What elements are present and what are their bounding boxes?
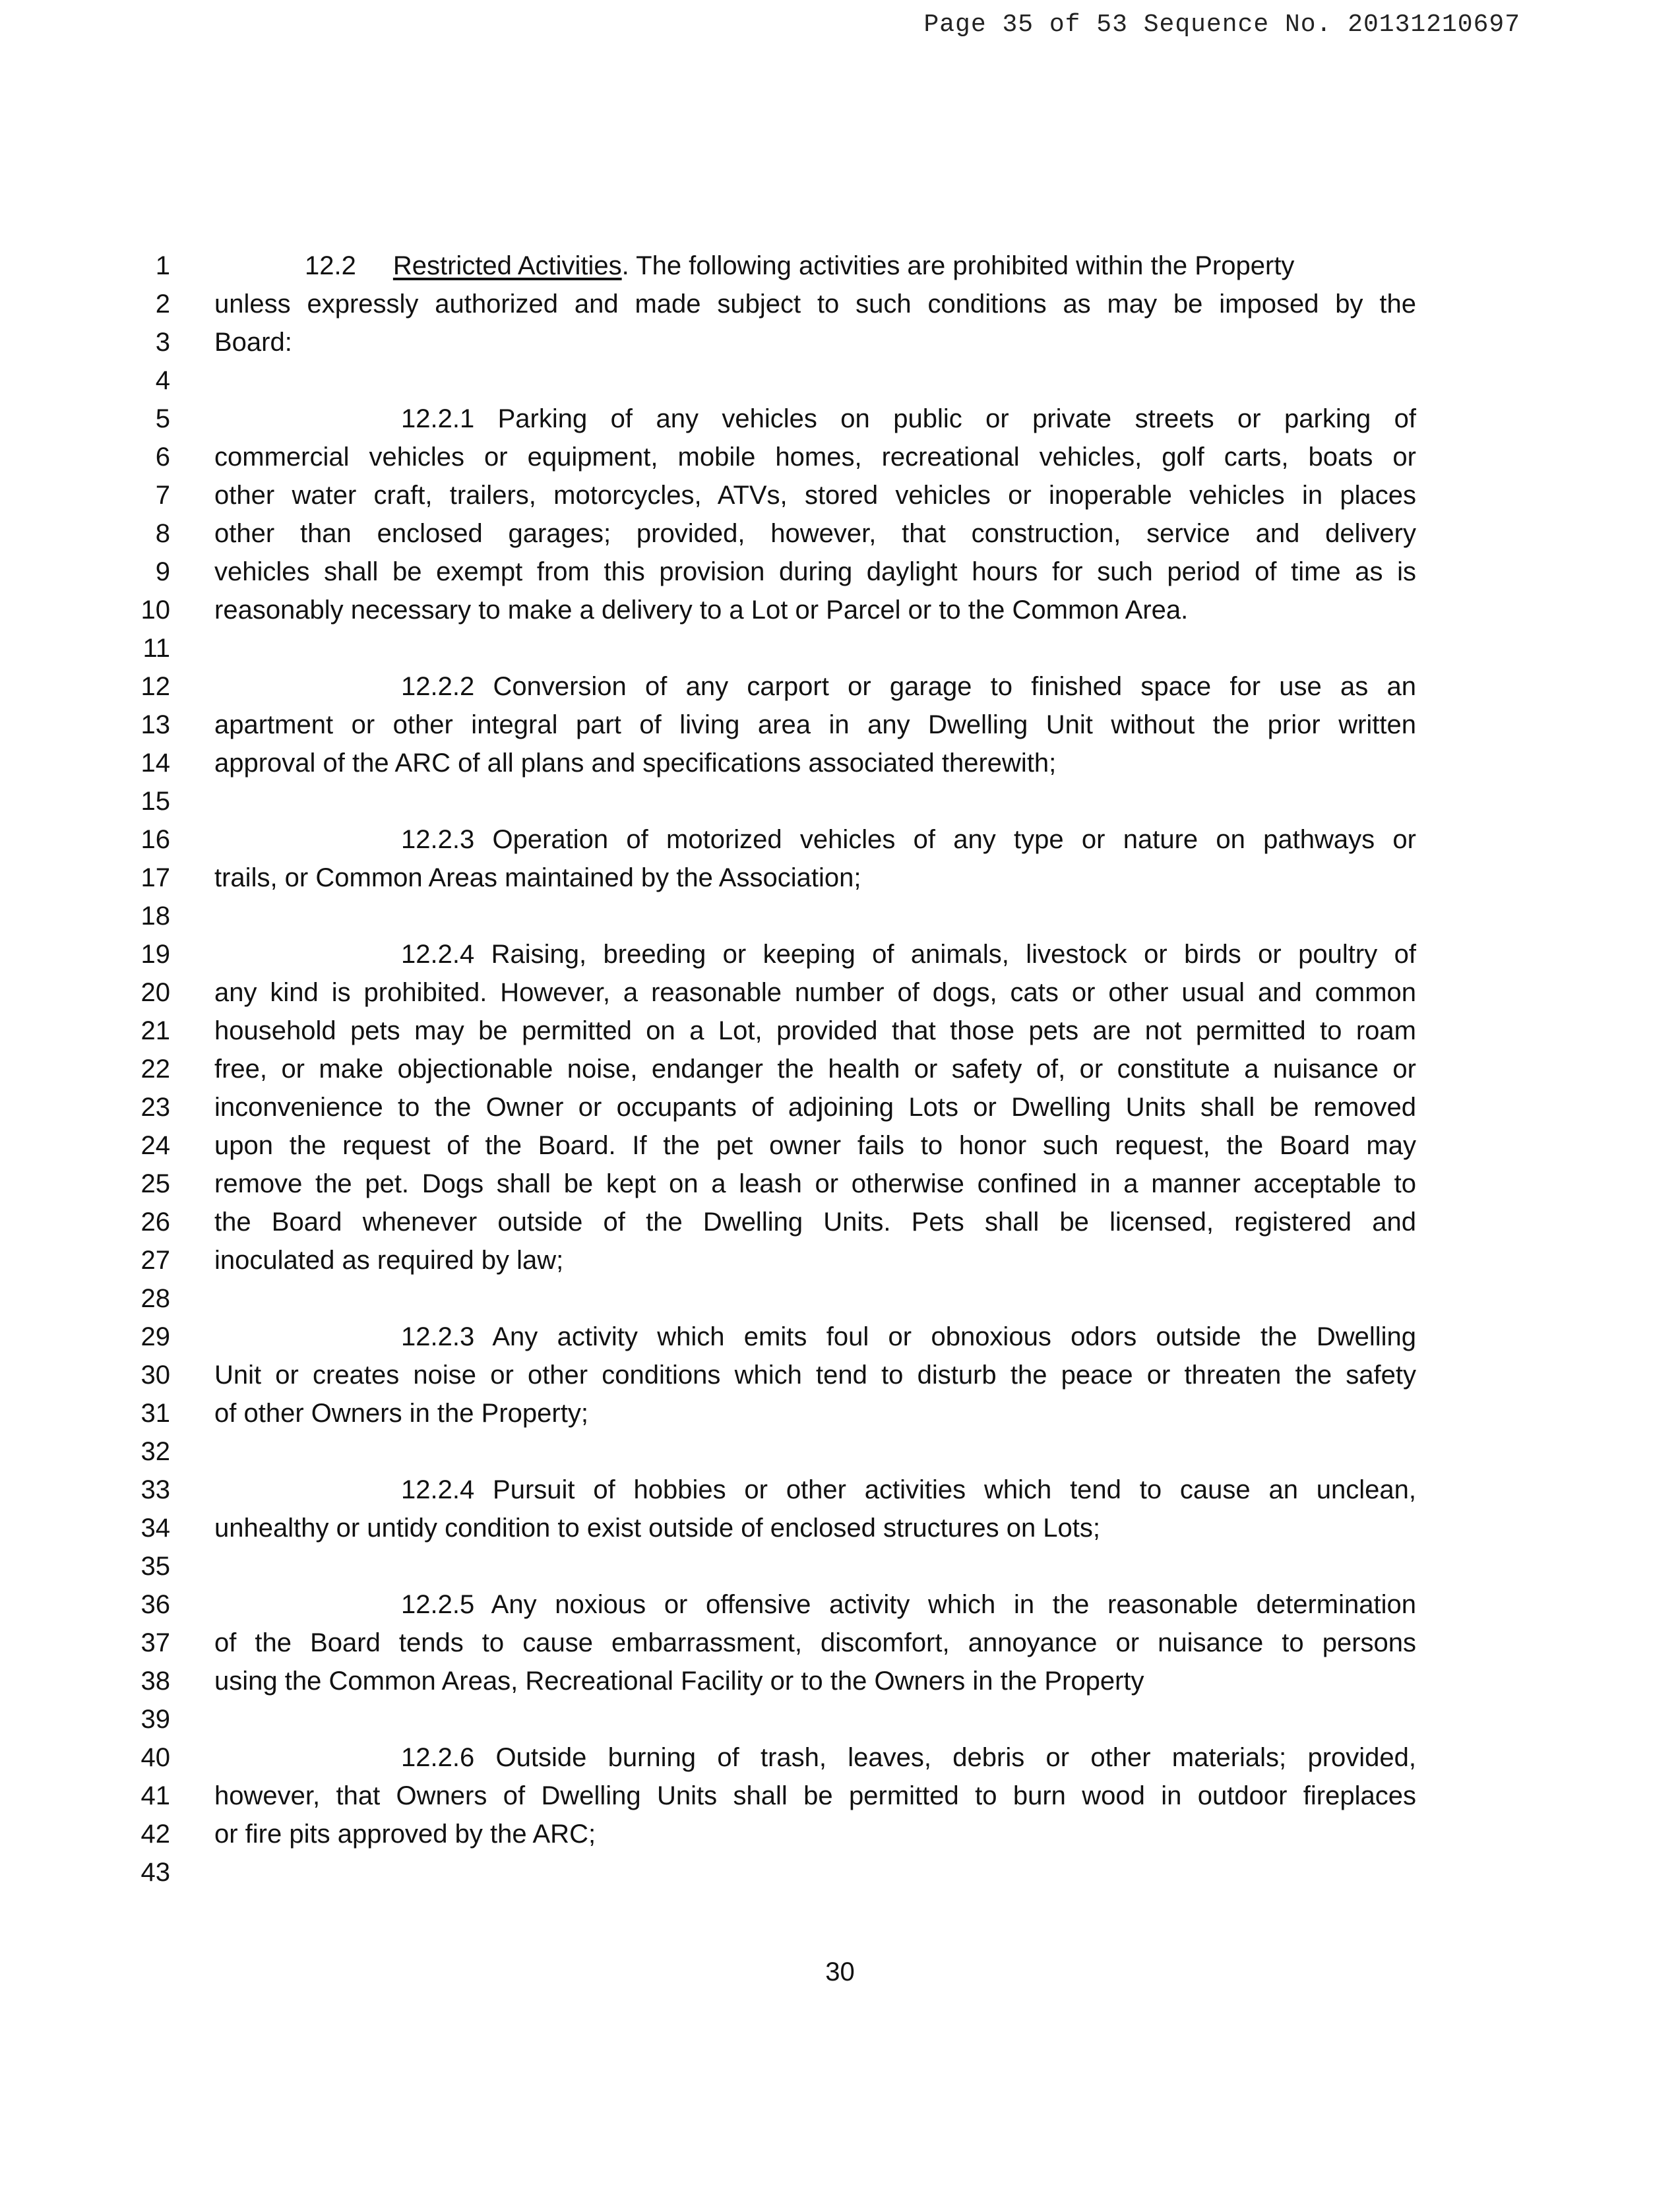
document-line — [0, 706, 1680, 744]
paragraph-text: 12.2.3 Any activity which emits foul or obnoxious odors outside the Dwelling — [401, 1322, 1416, 1351]
line-number: 37 — [140, 1628, 170, 1657]
document-line — [0, 1279, 1680, 1318]
line-number: 26 — [140, 1208, 170, 1237]
document-line — [0, 1012, 1680, 1050]
line-number: 32 — [140, 1437, 170, 1466]
paragraph-text: household pets may be permitted on a Lot, provided that those pets are not permitted to roam — [214, 1016, 1416, 1045]
document-line — [0, 1700, 1680, 1738]
paragraph-text: reasonably necessary to make a delivery to a Lot or Parcel or to the Common Area. — [214, 596, 1189, 625]
line-number: 23 — [140, 1093, 170, 1122]
document-line — [0, 1853, 1680, 1891]
line-number: 21 — [140, 1016, 170, 1045]
paragraph-text: Board: — [214, 328, 292, 357]
line-number: 14 — [140, 749, 170, 778]
document-line — [0, 782, 1680, 820]
document-line — [0, 247, 1680, 285]
line-number: 24 — [140, 1131, 170, 1160]
document-line — [0, 400, 1680, 438]
line-number: 42 — [140, 1820, 170, 1849]
line-number: 38 — [140, 1667, 170, 1696]
line-number: 39 — [140, 1705, 170, 1734]
section-heading-text: . The following activities are prohibited within the Property — [621, 251, 1295, 280]
line-number: 35 — [140, 1552, 170, 1581]
paragraph-text: Unit or creates noise or other conditions which tend to disturb the peace or threaten the safety — [214, 1361, 1416, 1390]
document-line — [0, 1547, 1680, 1585]
paragraph-text: 12.2.5 Any noxious or offensive activity which in the reasonable determination — [401, 1590, 1416, 1619]
paragraph-text: approval of the ARC of all plans and specifications associated therewith; — [214, 749, 1057, 778]
paragraph-text: 12.2.6 Outside burning of trash, leaves, debris or other materials; provided, — [401, 1743, 1416, 1772]
document-line — [0, 1394, 1680, 1432]
line-number: 33 — [140, 1475, 170, 1504]
document-line — [0, 1662, 1680, 1700]
line-number: 9 — [155, 557, 170, 586]
document-line — [0, 1165, 1680, 1203]
line-number: 31 — [140, 1399, 170, 1428]
line-number: 25 — [140, 1169, 170, 1198]
line-number: 19 — [140, 940, 170, 969]
line-number: 11 — [142, 634, 170, 663]
document-line — [0, 629, 1680, 667]
document-line — [0, 667, 1680, 706]
line-number: 34 — [140, 1514, 170, 1543]
paragraph-text: of other Owners in the Property; — [214, 1399, 588, 1428]
paragraph-text: vehicles shall be exempt from this provision during daylight hours for such period of time as is — [214, 557, 1416, 586]
paragraph-text: using the Common Areas, Recreational Facility or to the Owners in the Property — [214, 1667, 1144, 1696]
document-line — [0, 859, 1680, 897]
line-number: 10 — [140, 596, 170, 625]
paragraph-text: remove the pet. Dogs shall be kept on a leash or otherwise confined in a manner acceptable to — [214, 1169, 1416, 1198]
line-number: 20 — [140, 978, 170, 1007]
line-number: 28 — [140, 1284, 170, 1313]
paragraph-text: apartment or other integral part of living area in any Dwelling Unit without the prior written — [214, 710, 1416, 739]
document-line — [0, 1126, 1680, 1165]
line-number: 13 — [140, 710, 170, 739]
line-number: 4 — [155, 366, 170, 395]
document-line — [0, 744, 1680, 782]
paragraph-text: of the Board tends to cause embarrassment, discomfort, annoyance or nuisance to persons — [214, 1628, 1416, 1657]
line-number: 5 — [155, 404, 170, 433]
document-line — [0, 1241, 1680, 1279]
paragraph-text: the Board whenever outside of the Dwelling Units. Pets shall be licensed, registered and — [214, 1208, 1416, 1237]
paragraph-text: 12.2.3 Operation of motorized vehicles of any type or nature on pathways or — [401, 825, 1416, 854]
document-line — [0, 935, 1680, 973]
paragraph-text: 12.2.4 Pursuit of hobbies or other activities which tend to cause an unclean, — [401, 1475, 1416, 1504]
line-number: 2 — [155, 290, 170, 319]
document-line — [0, 1356, 1680, 1394]
section-number: 12.2 — [305, 251, 356, 280]
line-number: 43 — [140, 1858, 170, 1887]
document-line — [0, 897, 1680, 935]
paragraph-text: commercial vehicles or equipment, mobile homes, recreational vehicles, golf carts, boats or — [214, 443, 1416, 472]
document-line — [0, 514, 1680, 553]
line-number: 16 — [140, 825, 170, 854]
line-number: 30 — [140, 1361, 170, 1390]
line-number: 15 — [140, 787, 170, 816]
line-number: 8 — [155, 519, 170, 548]
line-number: 40 — [140, 1743, 170, 1772]
document-line — [0, 1050, 1680, 1088]
line-number: 1 — [155, 251, 170, 280]
document-line — [0, 1088, 1680, 1126]
paragraph-text: trails, or Common Areas maintained by the Association; — [214, 863, 861, 892]
line-number: 41 — [140, 1781, 170, 1810]
section-heading — [305, 247, 1416, 285]
paragraph-text: other than enclosed garages; provided, however, that construction, service and delivery — [214, 519, 1416, 548]
paragraph-text: inoculated as required by law; — [214, 1246, 564, 1275]
line-number: 27 — [140, 1246, 170, 1275]
paragraph-text: however, that Owners of Dwelling Units shall be permitted to burn wood in outdoor fireplaces — [214, 1781, 1416, 1810]
paragraph-text: free, or make objectionable noise, endanger the health or safety of, or constitute a nuisance or — [214, 1055, 1416, 1084]
document-line — [0, 1318, 1680, 1356]
line-number: 12 — [140, 672, 170, 701]
line-number: 3 — [155, 328, 170, 357]
document-line — [0, 1432, 1680, 1471]
paragraph-text: unhealthy or untidy condition to exist outside of enclosed structures on Lots; — [214, 1514, 1101, 1543]
line-number: 18 — [140, 902, 170, 931]
document-line — [0, 476, 1680, 514]
document-line — [0, 553, 1680, 591]
document-line — [0, 361, 1680, 400]
paragraph-text: 12.2.1 Parking of any vehicles on public or private streets or parking of — [401, 404, 1416, 433]
document-line — [0, 1624, 1680, 1662]
line-number: 6 — [155, 443, 170, 472]
section-title: Restricted Activities — [392, 251, 622, 280]
paragraph-text: or fire pits approved by the ARC; — [214, 1820, 596, 1849]
document-line — [0, 323, 1680, 361]
paragraph-text: any kind is prohibited. However, a reasonable number of dogs, cats or other usual and common — [214, 978, 1416, 1007]
document-line — [0, 973, 1680, 1012]
line-number: 17 — [140, 863, 170, 892]
document-line — [0, 1585, 1680, 1624]
paragraph-text: inconvenience to the Owner or occupants of adjoining Lots or Dwelling Units shall be removed — [214, 1093, 1416, 1122]
document-line — [0, 285, 1680, 323]
document-line — [0, 1738, 1680, 1777]
document-line — [0, 1815, 1680, 1853]
paragraph-text: 12.2.4 Raising, breeding or keeping of animals, livestock or birds or poultry of — [401, 940, 1416, 969]
line-number: 36 — [140, 1590, 170, 1619]
page-header: Page 35 of 53 Sequence No. 20131210697 — [923, 11, 1520, 39]
paragraph-text: other water craft, trailers, motorcycles, ATVs, stored vehicles or inoperable vehicles in places — [214, 481, 1416, 510]
document-line — [0, 1509, 1680, 1547]
line-number: 7 — [155, 481, 170, 510]
document-line — [0, 438, 1680, 476]
document-line — [0, 1777, 1680, 1815]
line-number: 22 — [140, 1055, 170, 1084]
document-line — [0, 1203, 1680, 1241]
document-line — [0, 820, 1680, 859]
document-line — [0, 591, 1680, 629]
paragraph-text: unless expressly authorized and made subject to such conditions as may be imposed by the — [214, 290, 1416, 319]
page-number: 30 — [825, 1957, 855, 1986]
paragraph-text: upon the request of the Board. If the pet owner fails to honor such request, the Board may — [214, 1131, 1416, 1160]
paragraph-text: 12.2.2 Conversion of any carport or garage to finished space for use as an — [401, 672, 1416, 701]
document-line — [0, 1471, 1680, 1509]
line-number: 29 — [140, 1322, 170, 1351]
